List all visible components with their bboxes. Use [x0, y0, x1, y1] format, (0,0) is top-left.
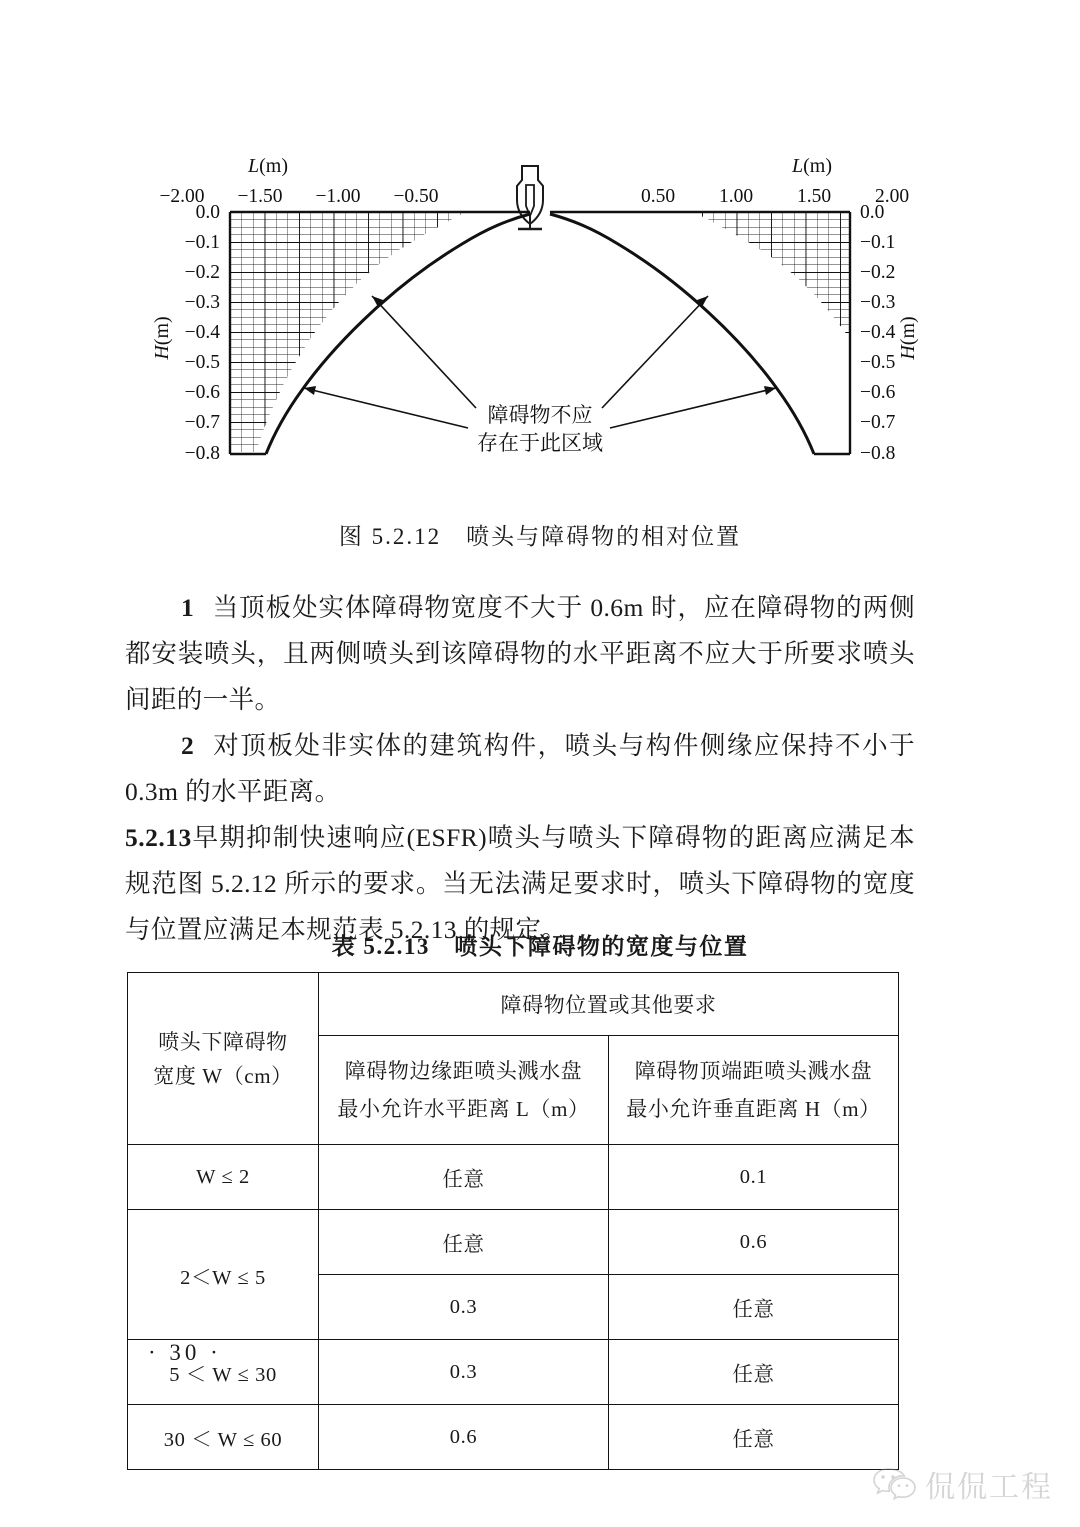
paragraph-item-2: [125, 723, 915, 815]
annotation-line-2: 存在于此区域: [477, 431, 603, 455]
right-y-tick--0.8: −0.8: [860, 443, 896, 464]
left-x-axis-title: L(m): [247, 155, 289, 177]
left-y-tick--0.8: −0.8: [184, 443, 220, 464]
figure-5-2-12: [0, 150, 1080, 550]
cell-h-4: 任意: [609, 1405, 899, 1470]
header-cell-horizontal: [319, 1036, 609, 1145]
right-x-tick-1.50: 1.50: [796, 186, 832, 207]
header-horizontal-line1: 障碍物边缘距喷头溅水盘: [344, 1059, 583, 1083]
cell-width-3: 5 ＜ W ≤ 30: [128, 1340, 319, 1405]
table-row: [128, 1340, 899, 1405]
table-row: [128, 1145, 899, 1210]
annotation-line-1: 障碍物不应: [487, 403, 593, 427]
left-y-tick--0.5: −0.5: [184, 352, 220, 373]
left-y-tick--0.2: −0.2: [184, 262, 220, 283]
page-number: · 30 ·: [148, 1340, 222, 1365]
header-vertical-line1: 障碍物顶端距喷头溅水盘: [634, 1059, 873, 1083]
right-y-tick--0.1: −0.1: [860, 232, 896, 253]
left-chart-panel: [151, 202, 530, 464]
table-title: 表 5.2.13 喷头下障碍物的宽度与位置: [331, 934, 749, 959]
cell-h-3: 任意: [609, 1340, 899, 1405]
right-chart-panel: [550, 202, 919, 464]
header-cell-vertical: [609, 1036, 899, 1145]
right-y-tick-0.0: 0.0: [860, 202, 885, 223]
sprinkler-head-icon: [517, 166, 543, 229]
left-y-axis-title: H(m): [151, 316, 173, 360]
right-x-tick-1.00: 1.00: [718, 186, 754, 207]
left-y-tick--0.6: −0.6: [184, 382, 220, 403]
left-y-tick--0.4: −0.4: [184, 322, 220, 343]
cell-h-0: 0.1: [609, 1145, 899, 1210]
clause-number: 5.2.13: [125, 823, 192, 852]
obstruction-width-position-table: [127, 972, 899, 1470]
right-y-tick--0.6: −0.6: [860, 382, 896, 403]
right-y-tick--0.5: −0.5: [860, 352, 896, 373]
cell-l-4: 0.6: [319, 1405, 609, 1470]
cell-h-2: 任意: [609, 1275, 899, 1340]
cell-width-4: 30 ＜ W ≤ 60: [128, 1405, 319, 1470]
cell-l-0: 任意: [319, 1145, 609, 1210]
left-x-tick--1.00: −1.00: [315, 186, 361, 207]
left-y-tick-0.0: 0.0: [195, 202, 220, 223]
header-width-line1: 喷头下障碍物: [158, 1029, 288, 1054]
right-y-tick--0.7: −0.7: [860, 412, 896, 433]
left-y-tick--0.3: −0.3: [184, 292, 220, 313]
right-y-axis-title: H(m): [897, 316, 919, 360]
clause-body: 早期抑制快速响应(ESFR)喷头与喷头下障碍物的距离应满足本规范图 5.2.12 所示的要求。当无法满足要求时，喷头下障碍物的宽度与位置应满足本规范表 5.2.13 的规定。: [125, 823, 915, 944]
header-width-line2: 宽度 W（cm）: [153, 1063, 293, 1088]
figure-caption: 图 5.2.12 喷头与障碍物的相对位置: [338, 524, 742, 549]
item-1-marker: 1: [181, 593, 195, 622]
item-2-text: 对顶板处非实体的建筑构件，喷头与构件侧缘应保持不小于 0.3m 的水平距离。: [125, 731, 915, 806]
left-x-tick--1.50: −1.50: [237, 186, 283, 207]
left-x-tick--0.50: −0.50: [393, 186, 439, 207]
item-2-marker: 2: [181, 731, 195, 760]
cell-h-1: 0.6: [609, 1210, 899, 1275]
sprinkler-obstruction-chart: [150, 150, 930, 510]
table-row: [128, 1405, 899, 1470]
table-header-row-1: [128, 973, 899, 1036]
left-y-tick--0.7: −0.7: [184, 412, 220, 433]
body-text-block: [125, 585, 915, 953]
cell-l-1: 任意: [319, 1210, 609, 1275]
right-y-tick--0.3: −0.3: [860, 292, 896, 313]
wechat-icon: [872, 1466, 916, 1502]
table-row: [128, 1210, 899, 1275]
header-horizontal-line2: 最小允许水平距离 L（m）: [337, 1097, 590, 1121]
item-1-text: 当顶板处实体障碍物宽度不大于 0.6m 时，应在障碍物的两侧都安装喷头，且两侧喷头到该障碍物的水平距离不应大于所要求喷头间距的一半。: [125, 593, 915, 714]
cell-l-2: 0.3: [319, 1275, 609, 1340]
watermark-text: 侃侃工程: [925, 1471, 1053, 1504]
paragraph-item-1: [125, 585, 915, 723]
right-y-tick--0.2: −0.2: [860, 262, 896, 283]
right-y-tick--0.4: −0.4: [860, 322, 896, 343]
left-y-tick--0.1: −0.1: [184, 232, 220, 253]
left-x-tick--2.00: −2.00: [159, 186, 205, 207]
annotation-group: [304, 296, 776, 455]
header-vertical-line2: 最小允许垂直距离 H（m）: [626, 1097, 881, 1121]
right-x-axis-title: L(m): [791, 155, 833, 177]
right-x-tick-2.00: 2.00: [874, 186, 910, 207]
header-cell-width: [128, 973, 319, 1145]
header-cell-merged: 障碍物位置或其他要求: [319, 973, 899, 1036]
cell-l-3: 0.3: [319, 1340, 609, 1405]
watermark: [872, 1462, 1053, 1506]
right-x-tick-0.50: 0.50: [640, 186, 676, 207]
cell-width-0: W ≤ 2: [128, 1145, 319, 1210]
cell-width-1: 2＜W ≤ 5: [128, 1210, 319, 1340]
